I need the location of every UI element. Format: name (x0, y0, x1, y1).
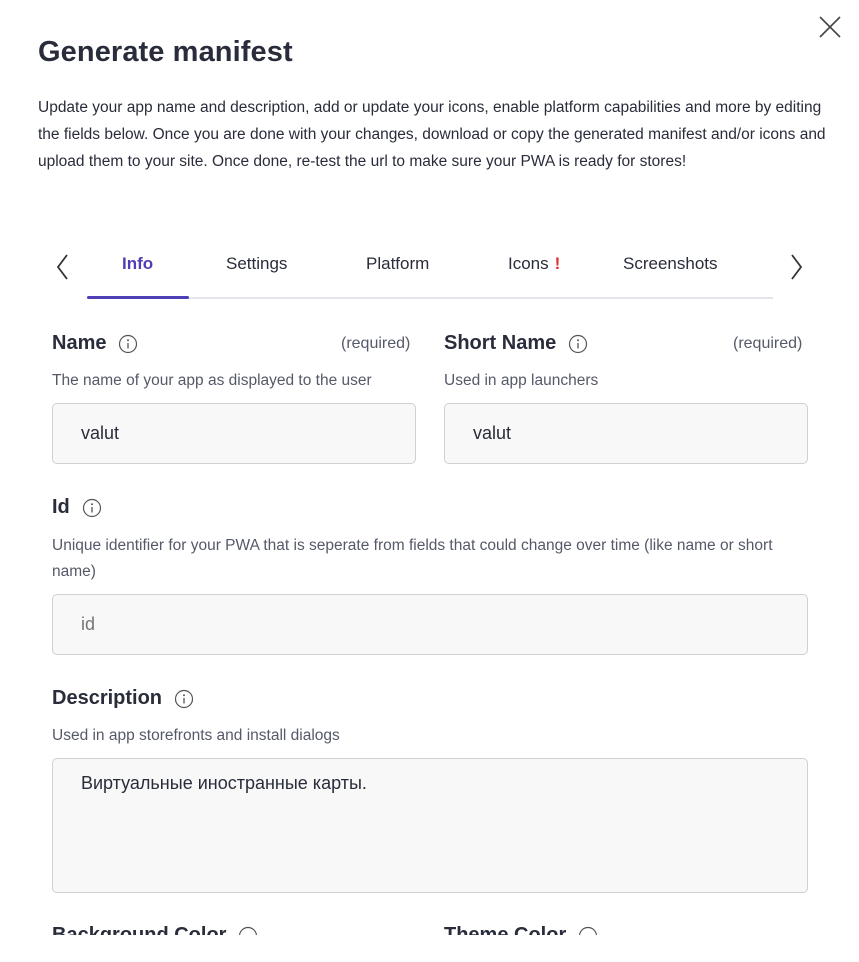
short-name-input[interactable] (444, 403, 808, 464)
id-input[interactable] (52, 594, 808, 655)
id-label (52, 496, 102, 519)
tab-label: Screenshots (623, 254, 718, 273)
name-required: (required) (341, 335, 411, 352)
description-label (52, 687, 194, 710)
description-helper: Used in app storefronts and install dialogs (52, 727, 340, 744)
tab-label: Settings (226, 254, 288, 273)
scroll-mask (0, 935, 859, 962)
short-name-label-text: Short Name (444, 332, 557, 354)
tab-icons[interactable] (508, 254, 560, 274)
tab-bar (0, 245, 859, 301)
active-tab-indicator (87, 296, 189, 299)
tab-info[interactable] (122, 254, 153, 274)
tab-label: Icons (508, 254, 549, 273)
dialog-title: Generate manifest (38, 36, 293, 68)
info-icon[interactable] (174, 689, 194, 709)
info-icon[interactable] (118, 334, 138, 354)
id-label-text: Id (52, 496, 70, 518)
intro-text: Update your app name and description, add or update your icons, enable platform capabilities and more by editing the fields below. Once you are done with your changes, download or copy the generated manifest and/or icons and upload them to your site. Once done, re-test the url to make sure your PWA is ready for stores! (38, 99, 826, 170)
chevron-left-icon[interactable] (52, 249, 74, 281)
short-name-helper: Used in app launchers (444, 372, 599, 389)
tab-screenshots[interactable] (623, 254, 718, 274)
info-icon[interactable] (82, 498, 102, 518)
id-helper: Unique identifier for your PWA that is seperate from fields that could change over time (like name or short name) (52, 537, 773, 580)
tab-label: Info (122, 254, 154, 273)
tab-platform[interactable] (366, 254, 429, 274)
close-icon[interactable] (817, 14, 843, 40)
tab-track (87, 297, 773, 299)
warning-badge: ! (554, 254, 561, 273)
name-input[interactable] (52, 403, 416, 464)
tab-settings[interactable] (226, 254, 287, 274)
name-label (52, 332, 138, 355)
info-icon[interactable] (568, 334, 588, 354)
short-name-label (444, 332, 588, 355)
tab-label: Platform (366, 254, 430, 273)
chevron-right-icon[interactable] (786, 249, 808, 281)
description-label-text: Description (52, 687, 163, 709)
name-helper: The name of your app as displayed to the user (52, 372, 372, 389)
short-name-required: (required) (733, 335, 803, 352)
name-label-text: Name (52, 332, 107, 354)
description-textarea[interactable] (52, 758, 808, 893)
